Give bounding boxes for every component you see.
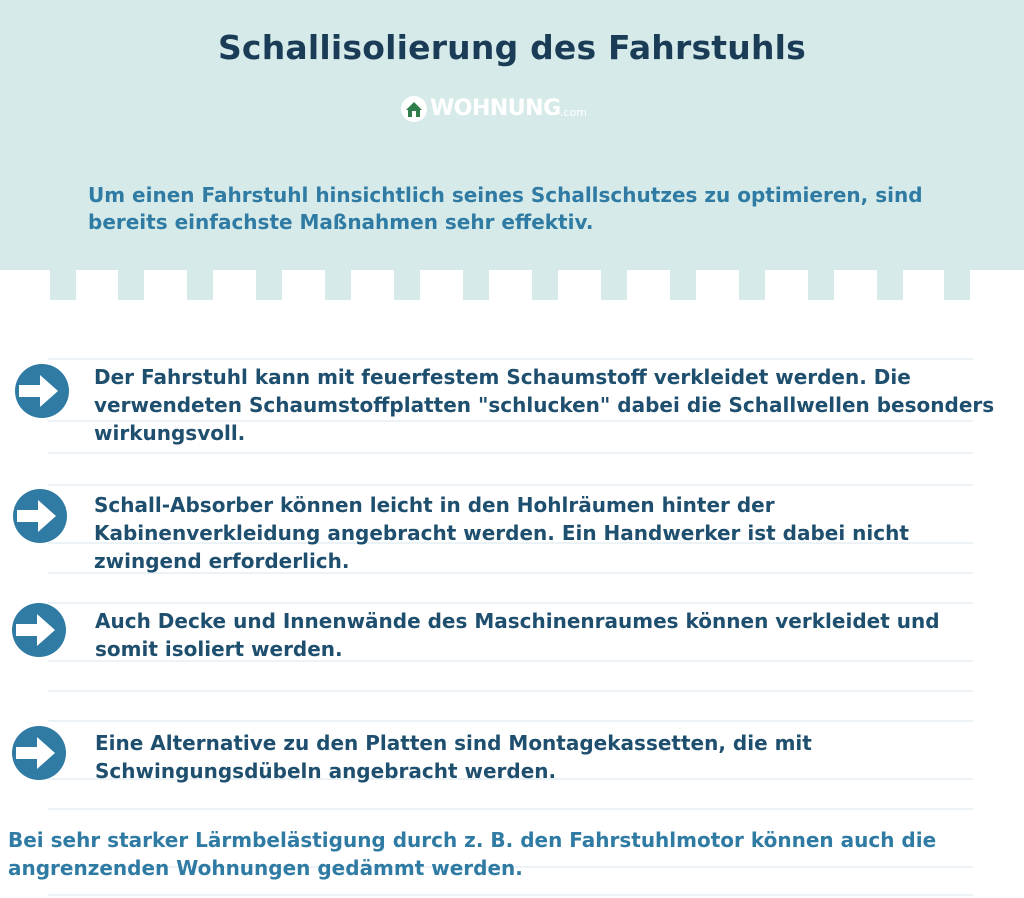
- notebook-tab: [944, 268, 970, 300]
- page-title: Schallisolierung des Fahrstuhls: [217, 28, 807, 67]
- ruled-line: [48, 808, 973, 810]
- notebook-tabs: [0, 268, 1024, 302]
- logo-text: WOHNUNG: [430, 96, 561, 121]
- ruled-line: [48, 452, 973, 454]
- notebook-tab: [601, 268, 627, 300]
- ruled-line: [48, 894, 973, 896]
- ruled-line: [48, 484, 973, 486]
- arrow-right-circle-icon: [14, 363, 70, 419]
- notebook-tab: [463, 268, 489, 300]
- ruled-line: [48, 358, 973, 360]
- list-item: Schall-Absorber können leicht in den Hohlräumen hinter der Kabinenverkleidung angebracht werden. Ein Handwerker ist dabei nicht zwingend erforderlich.: [94, 493, 909, 573]
- notebook-tab: [118, 268, 144, 300]
- list-item: Auch Decke und Innenwände des Maschinenraumes können verkleidet und somit isoliert werden.: [95, 609, 940, 661]
- notebook-tab: [50, 268, 76, 300]
- notebook-tab: [325, 268, 351, 300]
- notebook-tab: [877, 268, 903, 300]
- ruled-line: [48, 720, 973, 722]
- arrow-right-circle-icon: [11, 602, 67, 658]
- ruled-line: [48, 602, 973, 604]
- notebook-tab: [256, 268, 282, 300]
- arrow-right-circle-icon: [12, 488, 68, 544]
- ruled-line: [48, 690, 973, 692]
- list-item: Der Fahrstuhl kann mit feuerfestem Schaumstoff verkleidet werden. Die verwendeten Schaumstoffplatten "schlucken" dabei die Schallwellen besonders wirkungsvoll.: [94, 365, 995, 445]
- house-icon: [400, 95, 428, 123]
- notebook-tab: [187, 268, 213, 300]
- footer-text: Bei sehr starker Lärmbelästigung durch z. B. den Fahrstuhlmotor können auch die angrenzenden Wohnungen gedämmt werden.: [8, 828, 937, 880]
- list-item: Eine Alternative zu den Platten sind Montagekassetten, die mit Schwingungsdübeln angebracht werden.: [95, 731, 812, 783]
- notebook-tab: [739, 268, 765, 300]
- arrow-right-circle-icon: [11, 725, 67, 781]
- wohnung-logo: [400, 93, 600, 125]
- intro-text: Um einen Fahrstuhl hinsichtlich seines Schallschutzes zu optimieren, sind bereits einfachste Maßnahmen sehr effektiv.: [88, 183, 923, 234]
- notebook-tab: [808, 268, 834, 300]
- notebook-tab: [670, 268, 696, 300]
- notebook-tab: [532, 268, 558, 300]
- notebook-tab: [394, 268, 420, 300]
- logo-suffix: .com: [560, 106, 587, 119]
